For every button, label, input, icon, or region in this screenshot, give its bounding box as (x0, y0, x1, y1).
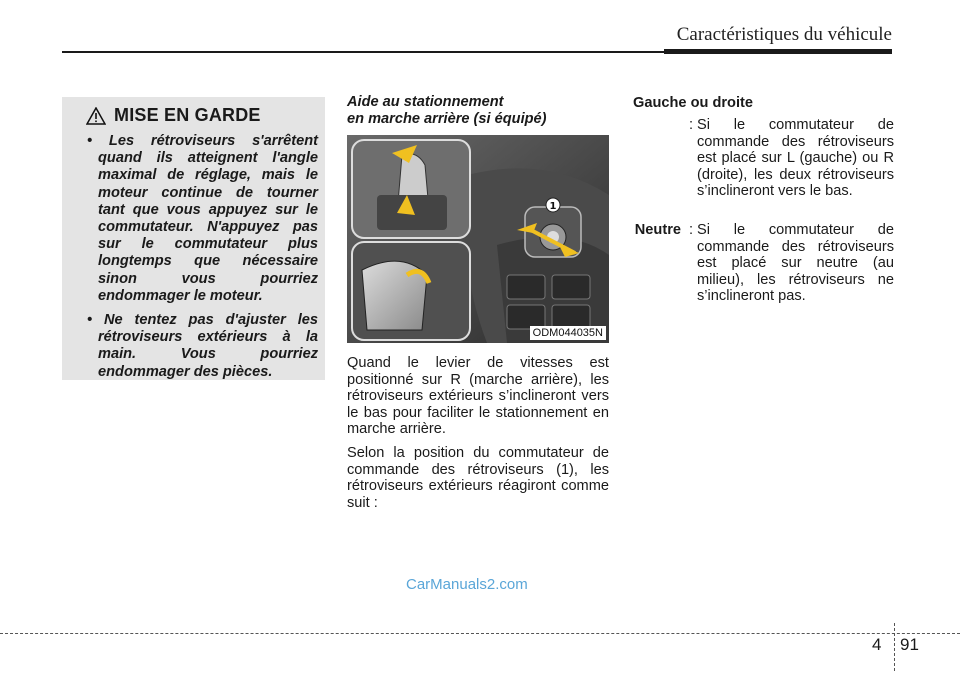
paragraph-reverse-assist: Quand le levier de vitesses est positionné sur R (marche arrière), les rétroviseurs extérieurs s’inclineront vers le bas pour faciliter le stationnement en marche arrière. (347, 355, 609, 438)
footer-rule (0, 633, 960, 634)
warning-list (76, 133, 318, 388)
page-chapter: 4 (872, 635, 882, 654)
footer-divider (894, 623, 895, 671)
definition-separator: : (688, 117, 693, 133)
section-title-line2: en marche arrière (si équipé) (347, 111, 547, 127)
watermark-link[interactable]: CarManuals2.com (406, 576, 528, 593)
section-title (347, 94, 609, 128)
warning-header (86, 105, 261, 126)
warning-triangle-icon (86, 107, 106, 125)
definition-separator: : (688, 222, 693, 238)
definition-term-neutral: Neutre (634, 222, 681, 238)
warning-box (62, 97, 325, 380)
figure-label: ODM044035N (530, 326, 606, 340)
paragraph-switch-position: Selon la position du commutateur de commande des rétroviseurs (1), les rétroviseurs extérieurs réagiront comme suit : (347, 445, 609, 511)
mode-title-left-right: Gauche ou droite (633, 95, 754, 111)
page-number: 91 (900, 635, 919, 654)
figure-illustration (347, 135, 609, 343)
definition-neutral-text: Si le commutateur de commande des rétroviseurs est placé sur neutre (au milieu), les rétroviseurs ne s’inclineront pas. (697, 222, 894, 305)
header-rule-accent (664, 49, 892, 54)
warning-item: • Les rétroviseurs s'arrêtent quand ils atteignent l'angle maximal de réglage, mais le moteur continue de tourner tant que vous appuyez sur le commutateur. N'appuyez pas sur le commutateur plus longtemps que nécessaire sinon vous pourriez endommager le moteur. (87, 133, 318, 304)
mirror-control-figure (347, 135, 609, 343)
figure-callout: 1 (549, 201, 557, 212)
page-header-title: Caractéristiques du véhicule (676, 24, 892, 45)
section-title-line1: Aide au stationnement (347, 94, 504, 110)
warning-title: MISE EN GARDE (114, 105, 261, 125)
definition-left-right-text: Si le commutateur de commande des rétroviseurs est placé sur L (gauche) ou R (droite), les deux rétroviseurs s’inclineront vers le bas. (697, 117, 894, 200)
warning-item: • Ne tentez pas d'ajuster les rétroviseurs extérieurs à la main. Vous pourriez endommager des pièces. (87, 312, 318, 380)
